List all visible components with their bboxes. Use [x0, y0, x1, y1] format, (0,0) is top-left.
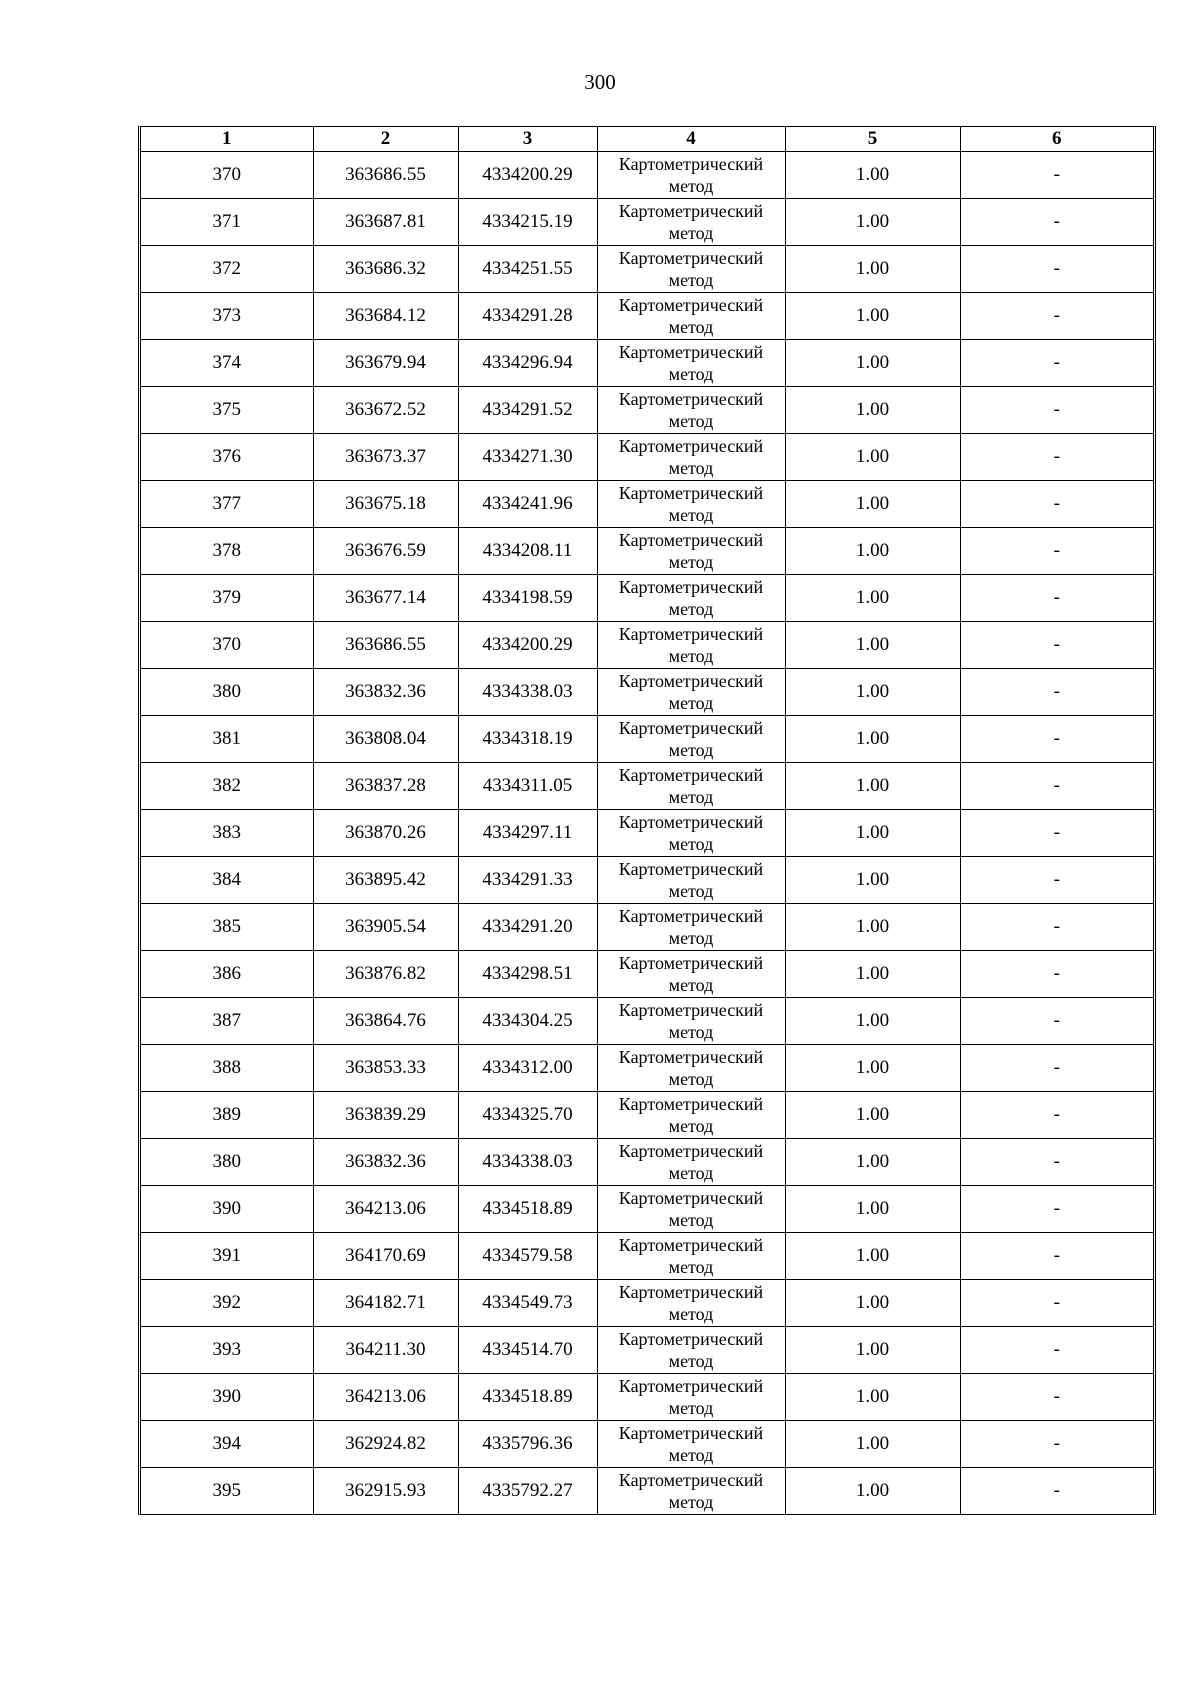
method-cell — [597, 1186, 785, 1233]
method-label-line1: Картометрический — [618, 1141, 764, 1161]
point-number-cell: 390 — [141, 1186, 313, 1233]
point-number-cell: 371 — [141, 199, 313, 246]
x-coordinate-cell: 363675.18 — [313, 481, 458, 528]
method-cell — [597, 810, 785, 857]
note-cell: - — [960, 293, 1153, 340]
table-header-row — [141, 127, 1153, 152]
method-label-line2: метод — [668, 364, 714, 384]
method-label-line1: Картометрический — [618, 483, 764, 503]
table-row — [141, 1280, 1153, 1327]
method-label-line1: Картометрический — [618, 1423, 764, 1443]
y-coordinate-cell: 4334518.89 — [458, 1186, 597, 1233]
method-label-line1: Картометрический — [618, 1282, 764, 1302]
y-coordinate-cell: 4334297.11 — [458, 810, 597, 857]
method-cell — [597, 998, 785, 1045]
coordinates-table — [141, 127, 1153, 1514]
method-label-line2: метод — [668, 270, 714, 290]
accuracy-cell: 1.00 — [785, 716, 960, 763]
y-coordinate-cell: 4334291.28 — [458, 293, 597, 340]
method-label-line1: Картометрический — [618, 812, 764, 832]
x-coordinate-cell: 362915.93 — [313, 1468, 458, 1515]
point-number-cell: 370 — [141, 622, 313, 669]
accuracy-cell: 1.00 — [785, 293, 960, 340]
method-label-line1: Картометрический — [618, 1470, 764, 1490]
method-cell — [597, 1468, 785, 1515]
point-number-cell: 381 — [141, 716, 313, 763]
table-row — [141, 1374, 1153, 1421]
point-number-cell: 394 — [141, 1421, 313, 1468]
accuracy-cell: 1.00 — [785, 575, 960, 622]
method-cell — [597, 387, 785, 434]
point-number-cell: 373 — [141, 293, 313, 340]
accuracy-cell: 1.00 — [785, 1045, 960, 1092]
accuracy-cell: 1.00 — [785, 669, 960, 716]
accuracy-cell: 1.00 — [785, 1092, 960, 1139]
point-number-cell: 387 — [141, 998, 313, 1045]
x-coordinate-cell: 363684.12 — [313, 293, 458, 340]
point-number-cell: 379 — [141, 575, 313, 622]
x-coordinate-cell: 363672.52 — [313, 387, 458, 434]
method-cell — [597, 1327, 785, 1374]
method-label-line1: Картометрический — [618, 671, 764, 691]
note-cell: - — [960, 904, 1153, 951]
accuracy-cell: 1.00 — [785, 199, 960, 246]
accuracy-cell: 1.00 — [785, 763, 960, 810]
table-row — [141, 434, 1153, 481]
table-row — [141, 1233, 1153, 1280]
method-cell — [597, 481, 785, 528]
table-row — [141, 246, 1153, 293]
note-cell: - — [960, 340, 1153, 387]
note-cell: - — [960, 481, 1153, 528]
method-label-line2: метод — [668, 1398, 714, 1418]
method-label-line2: метод — [668, 223, 714, 243]
accuracy-cell: 1.00 — [785, 1186, 960, 1233]
method-label-line2: метод — [668, 1163, 714, 1183]
method-label-line2: метод — [668, 1351, 714, 1371]
table-row — [141, 1045, 1153, 1092]
column-header-5: 5 — [785, 127, 960, 152]
y-coordinate-cell: 4334215.19 — [458, 199, 597, 246]
accuracy-cell: 1.00 — [785, 340, 960, 387]
method-cell — [597, 622, 785, 669]
point-number-cell: 374 — [141, 340, 313, 387]
method-label-line2: метод — [668, 1492, 714, 1512]
table-row — [141, 152, 1153, 199]
method-cell — [597, 340, 785, 387]
accuracy-cell: 1.00 — [785, 1233, 960, 1280]
point-number-cell: 395 — [141, 1468, 313, 1515]
method-cell — [597, 434, 785, 481]
method-label-line1: Картометрический — [618, 765, 764, 785]
method-label-line2: метод — [668, 411, 714, 431]
x-coordinate-cell: 363686.55 — [313, 152, 458, 199]
note-cell: - — [960, 1327, 1153, 1374]
table-row — [141, 998, 1153, 1045]
point-number-cell: 378 — [141, 528, 313, 575]
table-row — [141, 387, 1153, 434]
y-coordinate-cell: 4334291.20 — [458, 904, 597, 951]
note-cell: - — [960, 1468, 1153, 1515]
method-label-line1: Картометрический — [618, 248, 764, 268]
y-coordinate-cell: 4334312.00 — [458, 1045, 597, 1092]
method-label-line1: Картометрический — [618, 1094, 764, 1114]
point-number-cell: 388 — [141, 1045, 313, 1092]
method-cell — [597, 904, 785, 951]
note-cell: - — [960, 434, 1153, 481]
table-row — [141, 1186, 1153, 1233]
method-label-line1: Картометрический — [618, 1329, 764, 1349]
note-cell: - — [960, 246, 1153, 293]
accuracy-cell: 1.00 — [785, 528, 960, 575]
method-label-line2: метод — [668, 505, 714, 525]
method-label-line2: метод — [668, 834, 714, 854]
method-label-line2: метод — [668, 740, 714, 760]
method-label-line2: метод — [668, 552, 714, 572]
accuracy-cell: 1.00 — [785, 857, 960, 904]
method-cell — [597, 1233, 785, 1280]
note-cell: - — [960, 810, 1153, 857]
x-coordinate-cell: 363895.42 — [313, 857, 458, 904]
method-label-line2: метод — [668, 1257, 714, 1277]
method-label-line2: метод — [668, 458, 714, 478]
method-cell — [597, 857, 785, 904]
table-row — [141, 481, 1153, 528]
method-cell — [597, 716, 785, 763]
column-header-3: 3 — [458, 127, 597, 152]
page-number: 300 — [584, 70, 616, 94]
method-label-line1: Картометрический — [618, 1376, 764, 1396]
y-coordinate-cell: 4334271.30 — [458, 434, 597, 481]
x-coordinate-cell: 363876.82 — [313, 951, 458, 998]
note-cell: - — [960, 528, 1153, 575]
y-coordinate-cell: 4335796.36 — [458, 1421, 597, 1468]
accuracy-cell: 1.00 — [785, 1139, 960, 1186]
point-number-cell: 391 — [141, 1233, 313, 1280]
y-coordinate-cell: 4334311.05 — [458, 763, 597, 810]
accuracy-cell: 1.00 — [785, 481, 960, 528]
point-number-cell: 370 — [141, 152, 313, 199]
method-label-line2: метод — [668, 928, 714, 948]
point-number-cell: 372 — [141, 246, 313, 293]
note-cell: - — [960, 1045, 1153, 1092]
point-number-cell: 384 — [141, 857, 313, 904]
accuracy-cell: 1.00 — [785, 1280, 960, 1327]
method-label-line1: Картометрический — [618, 1047, 764, 1067]
method-label-line1: Картометрический — [618, 389, 764, 409]
point-number-cell: 377 — [141, 481, 313, 528]
x-coordinate-cell: 363686.55 — [313, 622, 458, 669]
column-header-2: 2 — [313, 127, 458, 152]
method-label-line1: Картометрический — [618, 624, 764, 644]
method-label-line2: метод — [668, 881, 714, 901]
table-row — [141, 293, 1153, 340]
point-number-cell: 389 — [141, 1092, 313, 1139]
method-cell — [597, 575, 785, 622]
y-coordinate-cell: 4334298.51 — [458, 951, 597, 998]
method-label-line2: метод — [668, 1210, 714, 1230]
table-row — [141, 340, 1153, 387]
accuracy-cell: 1.00 — [785, 434, 960, 481]
x-coordinate-cell: 363839.29 — [313, 1092, 458, 1139]
y-coordinate-cell: 4335792.27 — [458, 1468, 597, 1515]
method-label-line2: метод — [668, 1116, 714, 1136]
table-row — [141, 1421, 1153, 1468]
y-coordinate-cell: 4334579.58 — [458, 1233, 597, 1280]
method-label-line1: Картометрический — [618, 1188, 764, 1208]
accuracy-cell: 1.00 — [785, 1468, 960, 1515]
table-row — [141, 1139, 1153, 1186]
method-cell — [597, 1280, 785, 1327]
note-cell: - — [960, 1233, 1153, 1280]
x-coordinate-cell: 363677.14 — [313, 575, 458, 622]
method-cell — [597, 669, 785, 716]
method-label-line1: Картометрический — [618, 859, 764, 879]
table-row — [141, 622, 1153, 669]
method-cell — [597, 951, 785, 998]
point-number-cell: 380 — [141, 669, 313, 716]
method-cell — [597, 763, 785, 810]
table-row — [141, 199, 1153, 246]
method-cell — [597, 528, 785, 575]
note-cell: - — [960, 1186, 1153, 1233]
note-cell: - — [960, 1139, 1153, 1186]
table-row — [141, 1327, 1153, 1374]
method-label-line1: Картометрический — [618, 201, 764, 221]
x-coordinate-cell: 363687.81 — [313, 199, 458, 246]
method-label-line2: метод — [668, 1022, 714, 1042]
method-cell — [597, 152, 785, 199]
method-label-line2: метод — [668, 646, 714, 666]
y-coordinate-cell: 4334304.25 — [458, 998, 597, 1045]
accuracy-cell: 1.00 — [785, 951, 960, 998]
note-cell: - — [960, 199, 1153, 246]
y-coordinate-cell: 4334291.33 — [458, 857, 597, 904]
y-coordinate-cell: 4334518.89 — [458, 1374, 597, 1421]
note-cell: - — [960, 575, 1153, 622]
accuracy-cell: 1.00 — [785, 998, 960, 1045]
point-number-cell: 386 — [141, 951, 313, 998]
method-cell — [597, 246, 785, 293]
x-coordinate-cell: 363853.33 — [313, 1045, 458, 1092]
method-label-line1: Картометрический — [618, 1235, 764, 1255]
method-label-line2: метод — [668, 1069, 714, 1089]
x-coordinate-cell: 363832.36 — [313, 669, 458, 716]
y-coordinate-cell: 4334291.52 — [458, 387, 597, 434]
table-body — [141, 152, 1153, 1515]
method-cell — [597, 1421, 785, 1468]
x-coordinate-cell: 363837.28 — [313, 763, 458, 810]
method-label-line2: метод — [668, 787, 714, 807]
x-coordinate-cell: 363905.54 — [313, 904, 458, 951]
method-label-line2: метод — [668, 693, 714, 713]
accuracy-cell: 1.00 — [785, 387, 960, 434]
point-number-cell: 382 — [141, 763, 313, 810]
note-cell: - — [960, 857, 1153, 904]
method-label-line1: Картометрический — [618, 342, 764, 362]
method-label-line2: метод — [668, 317, 714, 337]
method-label-line1: Картометрический — [618, 577, 764, 597]
method-label-line1: Картометрический — [618, 436, 764, 456]
method-cell — [597, 199, 785, 246]
point-number-cell: 376 — [141, 434, 313, 481]
y-coordinate-cell: 4334251.55 — [458, 246, 597, 293]
x-coordinate-cell: 363832.36 — [313, 1139, 458, 1186]
x-coordinate-cell: 363808.04 — [313, 716, 458, 763]
table-row — [141, 857, 1153, 904]
table-row — [141, 575, 1153, 622]
point-number-cell: 392 — [141, 1280, 313, 1327]
x-coordinate-cell: 363676.59 — [313, 528, 458, 575]
method-label-line1: Картометрический — [618, 906, 764, 926]
y-coordinate-cell: 4334241.96 — [458, 481, 597, 528]
y-coordinate-cell: 4334200.29 — [458, 622, 597, 669]
y-coordinate-cell: 4334338.03 — [458, 1139, 597, 1186]
accuracy-cell: 1.00 — [785, 1421, 960, 1468]
method-label-line2: метод — [668, 1445, 714, 1465]
accuracy-cell: 1.00 — [785, 246, 960, 293]
y-coordinate-cell: 4334325.70 — [458, 1092, 597, 1139]
column-header-1: 1 — [141, 127, 313, 152]
note-cell: - — [960, 951, 1153, 998]
x-coordinate-cell: 364213.06 — [313, 1186, 458, 1233]
note-cell: - — [960, 1092, 1153, 1139]
x-coordinate-cell: 364211.30 — [313, 1327, 458, 1374]
x-coordinate-cell: 362924.82 — [313, 1421, 458, 1468]
accuracy-cell: 1.00 — [785, 810, 960, 857]
table-row — [141, 951, 1153, 998]
accuracy-cell: 1.00 — [785, 622, 960, 669]
note-cell: - — [960, 763, 1153, 810]
y-coordinate-cell: 4334296.94 — [458, 340, 597, 387]
accuracy-cell: 1.00 — [785, 904, 960, 951]
note-cell: - — [960, 622, 1153, 669]
note-cell: - — [960, 387, 1153, 434]
x-coordinate-cell: 363686.32 — [313, 246, 458, 293]
point-number-cell: 390 — [141, 1374, 313, 1421]
point-number-cell: 375 — [141, 387, 313, 434]
x-coordinate-cell: 363870.26 — [313, 810, 458, 857]
accuracy-cell: 1.00 — [785, 1374, 960, 1421]
y-coordinate-cell: 4334338.03 — [458, 669, 597, 716]
column-header-6: 6 — [960, 127, 1153, 152]
method-label-line1: Картометрический — [618, 295, 764, 315]
note-cell: - — [960, 152, 1153, 199]
column-header-4: 4 — [597, 127, 785, 152]
x-coordinate-cell: 364170.69 — [313, 1233, 458, 1280]
method-cell — [597, 1374, 785, 1421]
note-cell: - — [960, 1374, 1153, 1421]
point-number-cell: 385 — [141, 904, 313, 951]
table-row — [141, 763, 1153, 810]
table-row — [141, 528, 1153, 575]
point-number-cell: 383 — [141, 810, 313, 857]
note-cell: - — [960, 1280, 1153, 1327]
method-label-line2: метод — [668, 975, 714, 995]
table-row — [141, 1468, 1153, 1515]
method-label-line1: Картометрический — [618, 718, 764, 738]
table-row — [141, 716, 1153, 763]
y-coordinate-cell: 4334200.29 — [458, 152, 597, 199]
note-cell: - — [960, 716, 1153, 763]
x-coordinate-cell: 363864.76 — [313, 998, 458, 1045]
method-label-line2: метод — [668, 1304, 714, 1324]
table-row — [141, 669, 1153, 716]
method-label-line1: Картометрический — [618, 1000, 764, 1020]
y-coordinate-cell: 4334318.19 — [458, 716, 597, 763]
method-cell — [597, 1139, 785, 1186]
y-coordinate-cell: 4334198.59 — [458, 575, 597, 622]
method-label-line2: метод — [668, 176, 714, 196]
accuracy-cell: 1.00 — [785, 1327, 960, 1374]
x-coordinate-cell: 363673.37 — [313, 434, 458, 481]
y-coordinate-cell: 4334208.11 — [458, 528, 597, 575]
point-number-cell: 380 — [141, 1139, 313, 1186]
note-cell: - — [960, 998, 1153, 1045]
x-coordinate-cell: 364213.06 — [313, 1374, 458, 1421]
method-cell — [597, 293, 785, 340]
method-cell — [597, 1092, 785, 1139]
method-label-line2: метод — [668, 599, 714, 619]
point-number-cell: 393 — [141, 1327, 313, 1374]
x-coordinate-cell: 363679.94 — [313, 340, 458, 387]
y-coordinate-cell: 4334514.70 — [458, 1327, 597, 1374]
x-coordinate-cell: 364182.71 — [313, 1280, 458, 1327]
method-label-line1: Картометрический — [618, 154, 764, 174]
note-cell: - — [960, 1421, 1153, 1468]
coordinates-table-frame — [138, 126, 1156, 1515]
method-cell — [597, 1045, 785, 1092]
accuracy-cell: 1.00 — [785, 152, 960, 199]
table-row — [141, 904, 1153, 951]
table-row — [141, 1092, 1153, 1139]
method-label-line1: Картометрический — [618, 953, 764, 973]
y-coordinate-cell: 4334549.73 — [458, 1280, 597, 1327]
method-label-line1: Картометрический — [618, 530, 764, 550]
table-row — [141, 810, 1153, 857]
note-cell: - — [960, 669, 1153, 716]
